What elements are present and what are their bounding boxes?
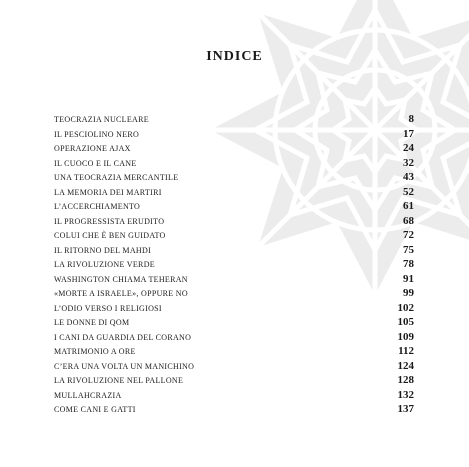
toc-entry (54, 286, 414, 301)
toc-entry-title: «MORTE A ISRAELE», OPPURE NO (54, 289, 188, 298)
table-of-contents (54, 112, 414, 417)
toc-entry-page-number: 128 (397, 374, 414, 386)
toc-entry-page-number: 124 (397, 359, 414, 372)
toc-entry-page-number: 102 (397, 301, 414, 314)
toc-entry-title: IL CUOCO E IL CANE (54, 158, 137, 168)
toc-entry (54, 272, 414, 287)
toc-entry-title: UNA TEOCRAZIA MERCANTILE (54, 173, 179, 182)
toc-entry-title: LA MEMORIA DEI MARTIRI (54, 187, 162, 197)
toc-entry (54, 301, 414, 316)
toc-entry-title: TEOCRAZIA NUCLEARE (54, 115, 149, 124)
toc-entry-page-number: 72 (403, 229, 414, 241)
toc-entry-title: IL PESCIOLINO NERO (54, 129, 140, 139)
page-title: INDICE (206, 49, 263, 64)
toc-entry-page-number: 78 (403, 258, 414, 270)
toc-entry-title: L’ACCERCHIAMENTO (54, 202, 141, 211)
toc-entry (54, 185, 414, 200)
toc-entry-title: COLUI CHE È BEN GUIDATO (54, 231, 166, 240)
toc-entry-title: I CANI DA GUARDIA DEL CORANO (54, 332, 192, 342)
toc-entry (54, 257, 414, 272)
toc-entry (54, 112, 414, 127)
toc-entry-page-number: 132 (397, 388, 414, 401)
toc-entry (54, 141, 414, 156)
toc-entry (54, 344, 414, 359)
toc-entry-page-number: 75 (403, 243, 414, 256)
toc-entry (54, 330, 414, 345)
toc-entry (54, 127, 414, 142)
toc-entry-page-number: 32 (403, 156, 414, 169)
toc-entry-page-number: 52 (403, 185, 414, 198)
toc-entry-title: OPERAZIONE AJAX (54, 144, 131, 153)
toc-entry (54, 315, 414, 330)
toc-entry-page-number: 109 (397, 330, 414, 343)
toc-entry-title: C’ERA UNA VOLTA UN MANICHINO (54, 361, 195, 371)
toc-entry-title: L’ODIO VERSO I RELIGIOSI (54, 303, 162, 313)
toc-entry (54, 388, 414, 403)
toc-entry-title: LA RIVOLUZIONE NEL PALLONE (54, 376, 184, 385)
toc-entry-title: LE DONNE DI QOM (54, 318, 130, 327)
toc-entry-title: WASHINGTON CHIAMA TEHERAN (54, 274, 188, 284)
toc-entry-page-number: 105 (397, 316, 414, 328)
toc-entry-title: MATRIMONIO A ORE (54, 347, 136, 356)
toc-entry (54, 359, 414, 374)
toc-entry (54, 373, 414, 388)
toc-entry-title: IL RITORNO DEL MAHDI (54, 245, 152, 255)
toc-entry-title: COME CANI E GATTI (54, 405, 136, 414)
toc-entry-page-number: 24 (403, 142, 414, 154)
toc-entry (54, 199, 414, 214)
toc-entry-title: MULLAHCRAZIA (54, 390, 122, 400)
toc-entry-page-number: 91 (403, 272, 414, 285)
toc-entry (54, 228, 414, 243)
toc-entry (54, 243, 414, 258)
toc-entry-page-number: 17 (403, 127, 414, 140)
toc-entry-page-number: 8 (408, 113, 414, 125)
toc-entry (54, 156, 414, 171)
toc-entry-page-number: 61 (403, 200, 414, 212)
toc-entry-page-number: 68 (403, 214, 414, 227)
toc-entry (54, 170, 414, 185)
toc-entry (54, 402, 414, 417)
toc-entry-page-number: 112 (398, 345, 414, 357)
toc-entry (54, 214, 414, 229)
toc-entry-title: LA RIVOLUZIONE VERDE (54, 260, 155, 269)
toc-entry-page-number: 99 (403, 287, 414, 299)
toc-entry-title: IL PROGRESSISTA ERUDITO (54, 216, 165, 226)
toc-entry-page-number: 137 (397, 403, 414, 415)
toc-entry-page-number: 43 (403, 171, 414, 183)
